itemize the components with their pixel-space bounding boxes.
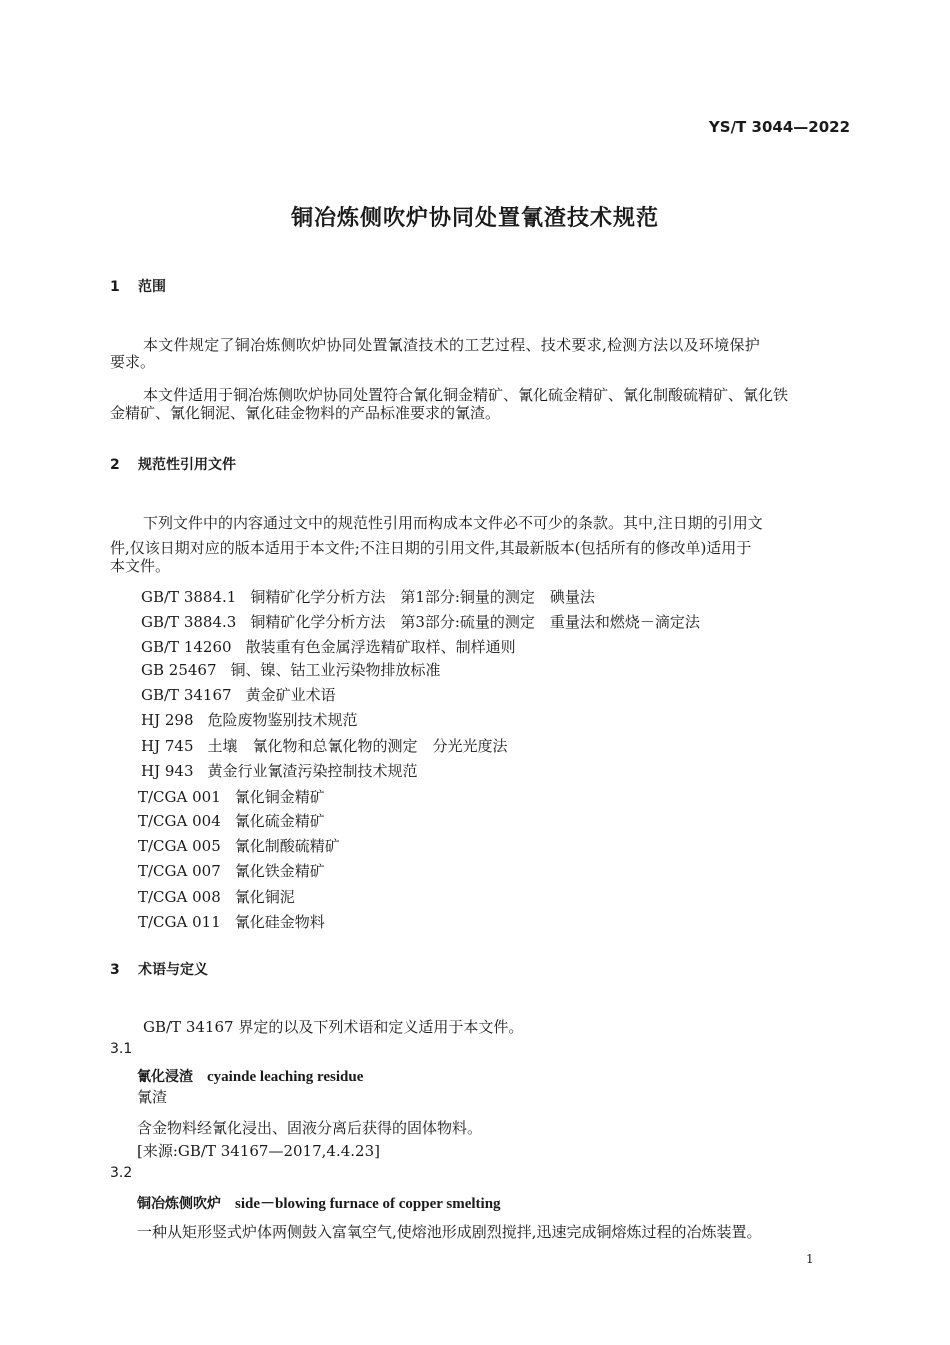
- reference-code: HJ 943: [141, 762, 194, 780]
- reference-item: [141, 711, 358, 729]
- term-number: 3.1: [110, 1041, 133, 1057]
- reference-title: 铜、镍、钴工业污染物排放标准: [230, 661, 441, 679]
- reference-title: 土壤 氰化物和总氰化物的测定 分光光度法: [207, 737, 508, 755]
- reference-title: 危险废物鉴别技术规范: [207, 711, 358, 729]
- reference-code: T/CGA 011: [138, 913, 221, 931]
- reference-item: [138, 888, 295, 906]
- reference-code: T/CGA 005: [138, 837, 221, 855]
- reference-title: 氰化铜泥: [234, 888, 295, 906]
- reference-code: HJ 298: [141, 711, 194, 729]
- paragraph-line: 本文件规定了铜冶炼侧吹炉协同处置氰渣技术的工艺过程、技术要求,检测方法以及环境保护: [143, 336, 761, 354]
- standard-number: YS/T 3044—2022: [708, 118, 850, 136]
- term-heading: 铜冶炼侧吹炉 side－blowing furnace of copper smelting: [137, 1196, 501, 1212]
- reference-item: [141, 737, 508, 755]
- term-synonym: 氰渣: [137, 1088, 168, 1106]
- reference-title: 氰化铜金精矿: [234, 788, 325, 806]
- term-definition: 含金物料经氰化浸出、固液分离后获得的固体物料。: [137, 1119, 483, 1137]
- reference-item: [141, 613, 700, 631]
- reference-item: [138, 862, 325, 880]
- section-1-heading: 1 范围: [110, 279, 166, 295]
- paragraph-line: 件,仅该日期对应的版本适用于本文件;不注日期的引用文件,其最新版本(包括所有的修改单)适用于: [110, 539, 752, 557]
- reference-code: T/CGA 007: [138, 862, 221, 880]
- reference-title: 铜精矿化学分析方法 第1部分:铜量的测定 碘量法: [250, 588, 595, 606]
- reference-title: 黄金行业氰渣污染控制技术规范: [207, 762, 418, 780]
- reference-title: 氰化硅金物料: [234, 913, 325, 931]
- reference-title: 氰化铁金精矿: [234, 862, 325, 880]
- reference-title: 铜精矿化学分析方法 第3部分:硫量的测定 重量法和燃烧－滴定法: [250, 613, 700, 631]
- reference-code: T/CGA 004: [138, 812, 221, 830]
- reference-item: [138, 837, 340, 855]
- reference-code: GB/T 3884.3: [141, 613, 237, 631]
- reference-code: GB/T 3884.1: [141, 588, 237, 606]
- reference-title: 氰化硫金精矿: [234, 812, 325, 830]
- reference-item: [141, 661, 441, 679]
- reference-item: [141, 638, 516, 656]
- paragraph-line: 金精矿、氰化铜泥、氰化硅金物料的产品标准要求的氰渣。: [110, 404, 501, 422]
- reference-item: [138, 788, 325, 806]
- term-heading: 氰化浸渣 cyainde leaching residue: [137, 1069, 364, 1085]
- reference-code: T/CGA 001: [138, 788, 221, 806]
- reference-code: GB/T 34167: [141, 686, 232, 704]
- section-2-heading: 2 规范性引用文件: [110, 457, 236, 473]
- reference-item: [138, 913, 325, 931]
- paragraph-line: 本文件适用于铜冶炼侧吹炉协同处置符合氰化铜金精矿、氰化硫金精矿、氰化制酸硫精矿、氰化铁: [143, 386, 789, 404]
- reference-item: [138, 812, 325, 830]
- reference-code: T/CGA 008: [138, 888, 221, 906]
- paragraph-line: 本文件。: [110, 557, 171, 575]
- reference-title: 黄金矿业术语: [245, 686, 336, 704]
- reference-title: 散装重有色金属浮选精矿取样、制样通则: [245, 638, 516, 656]
- reference-title: 氰化制酸硫精矿: [234, 837, 340, 855]
- page-number: 1: [806, 1252, 814, 1266]
- reference-code: GB/T 14260: [141, 638, 232, 656]
- term-source: [来源:GB/T 34167—2017,4.4.23]: [137, 1142, 380, 1160]
- reference-item: [141, 588, 595, 606]
- document-title: 铜冶炼侧吹炉协同处置氰渣技术规范: [290, 206, 659, 231]
- paragraph-line: 要求。: [110, 353, 156, 371]
- reference-code: GB 25467: [141, 661, 217, 679]
- term-definition: 一种从矩形竖式炉体两侧鼓入富氧空气,使熔池形成剧烈搅拌,迅速完成铜熔炼过程的冶炼装置。: [137, 1223, 762, 1241]
- reference-code: HJ 745: [141, 737, 194, 755]
- reference-item: [141, 686, 336, 704]
- paragraph-line: 下列文件中的内容通过文中的规范性引用而构成本文件必不可少的条款。其中,注日期的引用文: [143, 514, 763, 532]
- section-3-intro: GB/T 34167 界定的以及下列术语和定义适用于本文件。: [143, 1018, 524, 1036]
- section-3-heading: 3 术语与定义: [110, 962, 208, 978]
- reference-item: [141, 762, 418, 780]
- term-number: 3.2: [110, 1165, 133, 1181]
